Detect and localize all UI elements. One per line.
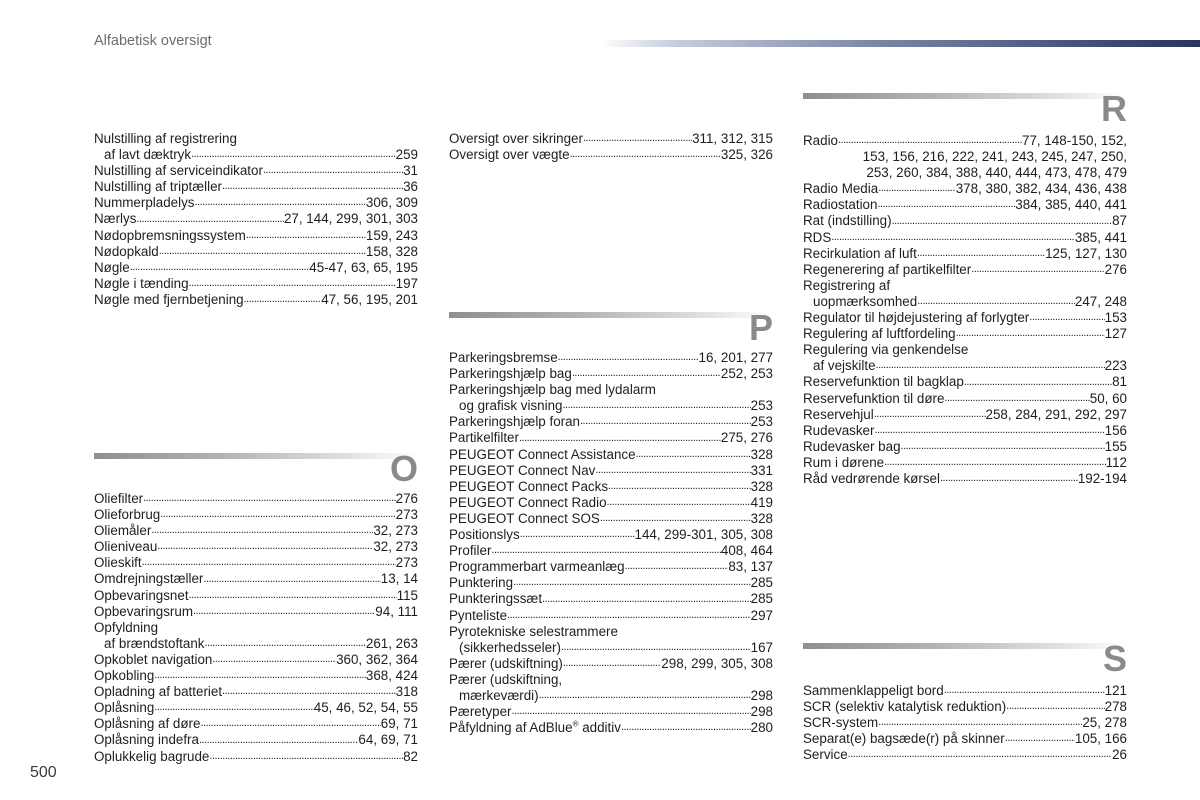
index-entry: Pærer (udskiftning,: [449, 671, 563, 687]
index-entry: Pæretyper ..... 298: [449, 704, 773, 720]
header-gradient-bar: [600, 40, 1200, 47]
index-entry: Parkeringshjælp foran ..... 253: [449, 414, 773, 430]
index-entry: Opbevaringsrum ..... 94, 111: [94, 604, 418, 620]
index-entry: Parkeringshjælp bag ..... 252, 253: [449, 366, 773, 382]
registered-mark: ®: [572, 719, 579, 729]
index-entry: Oplukkelig bagrude ..... 82: [94, 749, 418, 765]
index-entry: Radio Media ..... 378, 380, 382, 434, 436, 438: [803, 181, 1127, 197]
index-entry: Separat(e) bagsæde(r) på skinner ..... 105, 166: [803, 731, 1127, 747]
index-entry: Opkobling ..... 368, 424: [94, 668, 418, 684]
index-entry: uopmærksomhed ..... 247, 248: [803, 294, 1127, 310]
index-entry: PEUGEOT Connect Assistance ..... 328: [449, 447, 773, 463]
index-entry: af lavt dæktryk ..... 259: [94, 147, 418, 163]
index-entry: Pyrotekniske selestrammere: [449, 623, 618, 639]
section-letter: P: [748, 307, 773, 348]
index-entry: Nøgle med fjernbetjening ..... 47, 56, 195, 201: [94, 292, 418, 308]
index-entry: Pynteliste ..... 297: [449, 608, 773, 624]
index-entry: Registrering af: [803, 277, 891, 293]
index-entry: og grafisk visning ..... 253: [449, 398, 773, 414]
section-header-r: [803, 88, 1127, 137]
section-rule: [94, 453, 418, 459]
index-entry: Positionslys ..... 144, 299-301, 305, 308: [449, 527, 773, 543]
section-rule: [803, 643, 1127, 649]
index-group-s: [803, 683, 1127, 763]
index-entry: Oliemåler ..... 32, 273: [94, 523, 418, 539]
index-entry: Olieniveau ..... 32, 273: [94, 539, 418, 555]
index-entry: 253, 260, 384, 388, 440, 444, 473, 478, 479: [866, 165, 1127, 181]
index-entry: Opladning af batteriet ..... 318: [94, 684, 418, 700]
index-entry: Nødopbremsningssystem ..... 159, 243: [94, 228, 418, 244]
index-group-o: [94, 491, 418, 765]
index-entry: Nulstilling af registrering: [94, 131, 237, 146]
index-entry: Oplåsning af døre ..... 69, 71: [94, 716, 418, 732]
index-entry: Oplåsning indefra ..... 64, 69, 71: [94, 732, 418, 748]
index-entry: mærkeværdi) ..... 298: [449, 688, 773, 704]
index-entry: Reservehjul ..... 258, 284, 291, 292, 297: [803, 407, 1127, 423]
index-entry: Nulstilling af triptæller ..... 36: [94, 179, 418, 195]
index-entry: Pærer (udskiftning) ..... 298, 299, 305, 308: [449, 656, 773, 672]
index-entry: Regulering via genkendelse: [803, 342, 969, 358]
index-entry: Opfyldning: [94, 619, 159, 635]
index-entry: Regulering af luftfordeling ..... 127: [803, 326, 1127, 342]
page-number: 500: [30, 764, 57, 781]
index-entry: Råd vedrørende kørsel ..... 192-194: [803, 471, 1127, 487]
index-entry: Regulator til højdejustering af forlygter ..... 153: [803, 310, 1127, 326]
index-entry: Programmerbart varmeanlæg ..... 83, 137: [449, 559, 773, 575]
index-entry: Nulstilling af serviceindikator ..... 31: [94, 163, 418, 179]
index-entry: Oplåsning ..... 45, 46, 52, 54, 55: [94, 700, 418, 716]
index-entry: Reservefunktion til døre ..... 50, 60: [803, 391, 1127, 407]
index-entry: af vejskilte ..... 223: [803, 358, 1127, 374]
index-entry: SCR (selektiv katalytisk reduktion) ..... 278: [803, 699, 1127, 715]
index-entry: Oversigt over vægte ..... 325, 326: [449, 147, 773, 163]
index-entry: PEUGEOT Connect Radio ..... 419: [449, 495, 773, 511]
index-entry: Nøgle ..... 45-47, 63, 65, 195: [94, 260, 418, 276]
index-entry: Oversigt over sikringer ..... 311, 312, 315: [449, 131, 773, 147]
index-entry: Profiler ..... 408, 464: [449, 543, 773, 559]
index-group-p: [449, 350, 773, 736]
index-entry: Parkeringshjælp bag med lydalarm: [449, 382, 656, 398]
section-header-s: [803, 638, 1127, 687]
index-entry: Nummerpladelys ..... 306, 309: [94, 195, 418, 211]
index-entry: Punktering ..... 285: [449, 575, 773, 591]
index-entry: Nødopkald ..... 158, 328: [94, 244, 418, 260]
section-letter: O: [389, 448, 418, 489]
index-entry: Partikelfilter ..... 275, 276: [449, 430, 773, 446]
index-entry: Regenerering af partikelfilter ..... 276: [803, 262, 1127, 278]
index-group-o-cont: [449, 131, 773, 163]
index-entry: Sammenklappeligt bord ..... 121: [803, 683, 1127, 699]
index-entry: Rudevasker bag ..... 155: [803, 439, 1127, 455]
index-entry: Punkteringssæt ..... 285: [449, 591, 773, 607]
index-entry: Olieforbrug ..... 273: [94, 507, 418, 523]
index-entry: Rum i dørene ..... 112: [803, 455, 1127, 471]
index-entry: Oliefilter ..... 276: [94, 491, 418, 507]
index-entry: Omdrejningstæller ..... 13, 14: [94, 571, 418, 587]
index-entry: RDS ..... 385, 441: [803, 230, 1127, 246]
index-entry: Rudevasker ..... 156: [803, 423, 1127, 439]
index-entry: Opbevaringsnet ..... 115: [94, 588, 418, 604]
index-entry: Nøgle i tænding ..... 197: [94, 276, 418, 292]
index-entry: Rat (indstilling) ..... 87: [803, 213, 1127, 229]
section-rule: [803, 93, 1127, 99]
index-entry: Påfyldning af AdBlue® additiv ..... 280: [449, 720, 773, 736]
index-entry: SCR-system ..... 25, 278: [803, 715, 1127, 731]
header-title: Alfabetisk oversigt: [94, 33, 212, 49]
index-entry: Reservefunktion til bagklap ..... 81: [803, 374, 1127, 390]
index-entry: Nærlys ..... 27, 144, 299, 301, 303: [94, 211, 418, 227]
index-entry: (sikkerhedsseler) ..... 167: [449, 640, 773, 656]
index-entry: Radiostation ..... 384, 385, 440, 441: [803, 197, 1127, 213]
index-entry: Service ..... 26: [803, 747, 1127, 763]
index-entry: Opkoblet navigation ..... 360, 362, 364: [94, 652, 418, 668]
index-group-r: [803, 133, 1127, 487]
index-entry: Recirkulation af luft ..... 125, 127, 130: [803, 246, 1127, 262]
index-entry: PEUGEOT Connect Packs ..... 328: [449, 479, 773, 495]
index-entry: PEUGEOT Connect Nav ..... 331: [449, 463, 773, 479]
index-entry: Parkeringsbremse ..... 16, 201, 277: [449, 350, 773, 366]
index-entry: Olieskift ..... 273: [94, 555, 418, 571]
section-letter: R: [1101, 88, 1127, 129]
index-entry: Radio ..... 77, 148-150, 152,: [803, 133, 1127, 149]
index-entry: PEUGEOT Connect SOS ..... 328: [449, 511, 773, 527]
index-entry: af brændstoftank ..... 261, 263: [94, 636, 418, 652]
index-group-n: [94, 131, 418, 308]
section-letter: S: [1102, 638, 1127, 679]
index-entry: 153, 156, 216, 222, 241, 243, 245, 247, 250,: [862, 149, 1127, 165]
section-rule: [449, 312, 773, 318]
